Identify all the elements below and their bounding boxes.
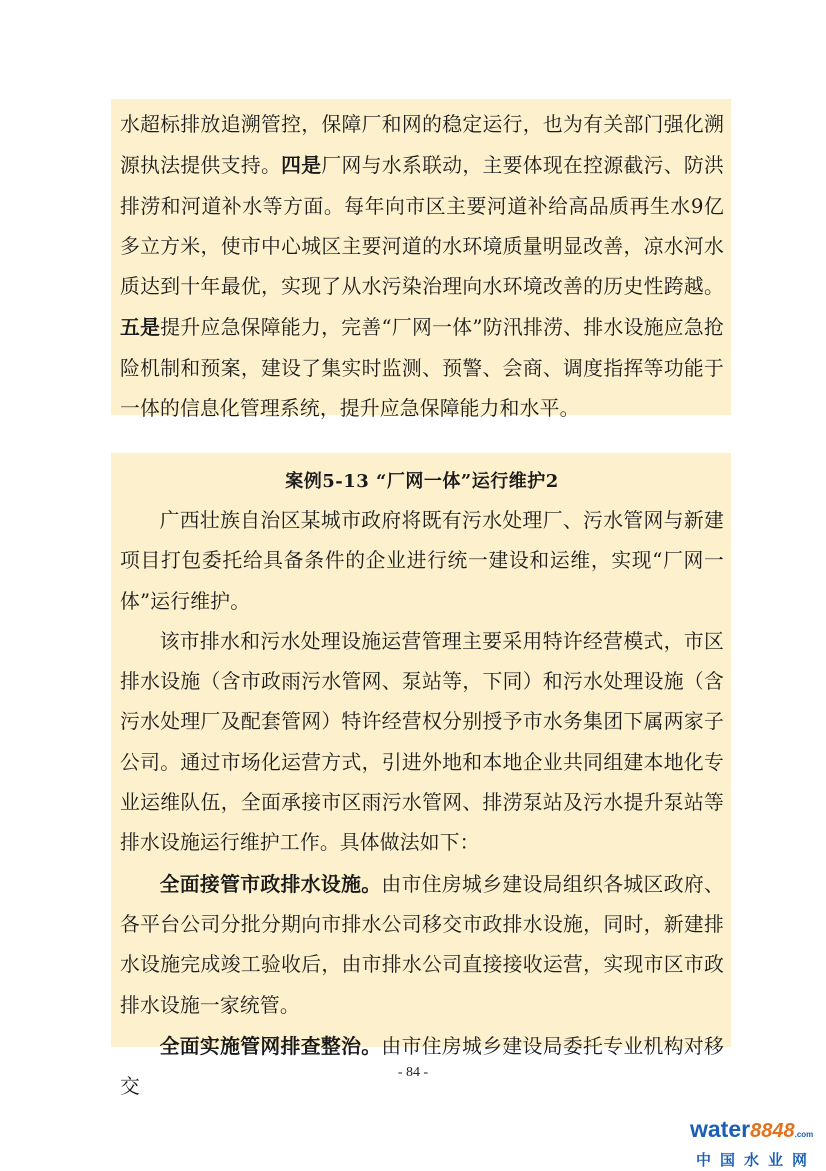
text-segment: 由市住房城乡建设局组织各城区政府、各平台公司分批分期向市排水公司移交市政排水设施，同时，新建排水设施完成竣工验收后，由市排水公司直接接收运营，实现市区市政排水设施一家统管。 bbox=[120, 872, 725, 1017]
logo-number: 8848 bbox=[750, 1120, 795, 1142]
text-segment: 厂网与水系联动，主要体现在控源截污、防洪排涝和河道补水等方面。每年向市区主要河道补给高品质再生水9亿多立方米，使市中心城区主要河道的水环境质量明显改善，凉水河水质达到十年最优，实现了从水污染治理向水环境改善的历史性跨越。 bbox=[120, 154, 724, 299]
page-number: - 84 - bbox=[397, 1065, 429, 1080]
bold-heading: 全面接管市政排水设施。 bbox=[159, 871, 382, 896]
bold-marker-five: 五是 bbox=[120, 315, 161, 340]
bold-marker-four: 四是 bbox=[281, 153, 322, 178]
bold-heading: 全面实施管网排查整治。 bbox=[159, 1033, 382, 1058]
text-block-continued bbox=[111, 99, 731, 421]
text-segment: 提升应急保障能力，完善“厂网一体”防汛排涝、排水设施应急抢险机制和预案，建设了集实时监测、预警、会商、调度指挥等功能于一体的信息化管理系统，提升应急保障能力和水平。 bbox=[120, 316, 725, 421]
logo-domain: .com bbox=[794, 1130, 814, 1139]
case-title: 案例5-13 “厂网一体”运行维护2 bbox=[285, 471, 559, 492]
text-segment: 水超标排放追溯管控，保障厂和网的稳定运行，也为有关部门强化溯源执法提供支持。 bbox=[120, 113, 724, 178]
paragraph bbox=[120, 105, 724, 429]
watermark-logo bbox=[690, 1115, 820, 1167]
paragraph: 该市排水和污水处理设施运营管理主要采用特许经营模式，市区排水设施（含市政雨污水管网、泵站等，下同）和污水处理设施（含污水处理厂及配套管网）特许经营权分别授予市水务集团下属两家子公司。通过市场化运营方式，引进外地和本地企业共同组建本地化专业运维队伍，全面承接市区雨污水管网、排涝泵站及污水提升泵站等排水设施运行维护工作。具体做法如下： bbox=[120, 629, 724, 855]
logo-chinese-name: 中国水业网 bbox=[696, 1151, 817, 1169]
logo-brand: water bbox=[690, 1116, 751, 1142]
paragraph: 广西壮族自治区某城市政府将既有污水处理厂、污水管网与新建项目打包委托给具备条件的企业进行统一建设和运维，实现“厂网一体”运行维护。 bbox=[120, 509, 724, 613]
logo-wordmark bbox=[690, 1115, 820, 1149]
paragraph bbox=[120, 864, 724, 1026]
text-segment: 由市住房城乡建设局委托专业机构对移交 bbox=[120, 1034, 725, 1099]
